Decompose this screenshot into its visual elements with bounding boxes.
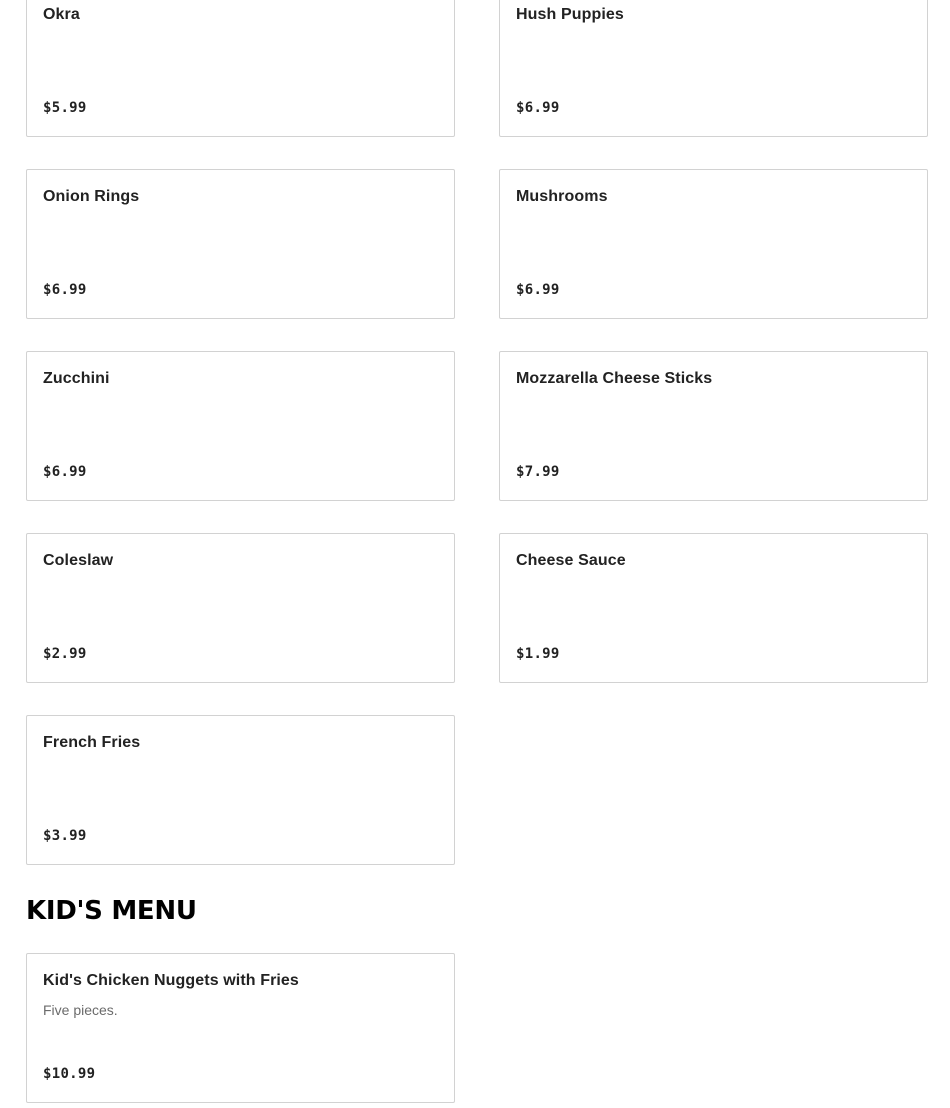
menu-item-price: $2.99 <box>43 646 87 662</box>
menu-item-price: $5.99 <box>43 100 87 116</box>
menu-item-name: Hush Puppies <box>516 6 624 23</box>
menu-item-card[interactable] <box>499 0 928 137</box>
menu-item-price: $6.99 <box>43 282 87 298</box>
menu-item-price: $10.99 <box>43 1066 96 1082</box>
menu-item-card[interactable] <box>26 533 455 683</box>
menu-item-price: $6.99 <box>516 282 560 298</box>
menu-item-card[interactable] <box>499 169 928 319</box>
menu-item-name: Okra <box>43 6 80 23</box>
menu-item-price: $7.99 <box>516 464 560 480</box>
menu-item-name: Cheese Sauce <box>516 552 626 569</box>
menu-item-description: Five pieces. <box>43 1002 118 1018</box>
menu-item-name: Mushrooms <box>516 188 608 205</box>
menu-item-price: $6.99 <box>516 100 560 116</box>
menu-item-name: Kid's Chicken Nuggets with Fries <box>43 972 299 989</box>
menu-item-card[interactable] <box>499 533 928 683</box>
menu-item-name: French Fries <box>43 734 141 751</box>
menu-item-card[interactable] <box>26 953 455 1103</box>
menu-item-name: Coleslaw <box>43 552 114 569</box>
menu-item-price: $3.99 <box>43 828 87 844</box>
section-title-kids-menu: KID'S MENU <box>26 896 197 926</box>
menu-item-card[interactable] <box>26 169 455 319</box>
menu-item-name: Onion Rings <box>43 188 140 205</box>
menu-item-name: Zucchini <box>43 370 110 387</box>
menu-item-card[interactable] <box>26 351 455 501</box>
menu-item-card[interactable] <box>26 715 455 865</box>
menu-item-card[interactable] <box>26 0 455 137</box>
menu-item-card[interactable] <box>499 351 928 501</box>
menu-item-price: $1.99 <box>516 646 560 662</box>
menu-item-name: Mozzarella Cheese Sticks <box>516 370 713 387</box>
menu-item-price: $6.99 <box>43 464 87 480</box>
